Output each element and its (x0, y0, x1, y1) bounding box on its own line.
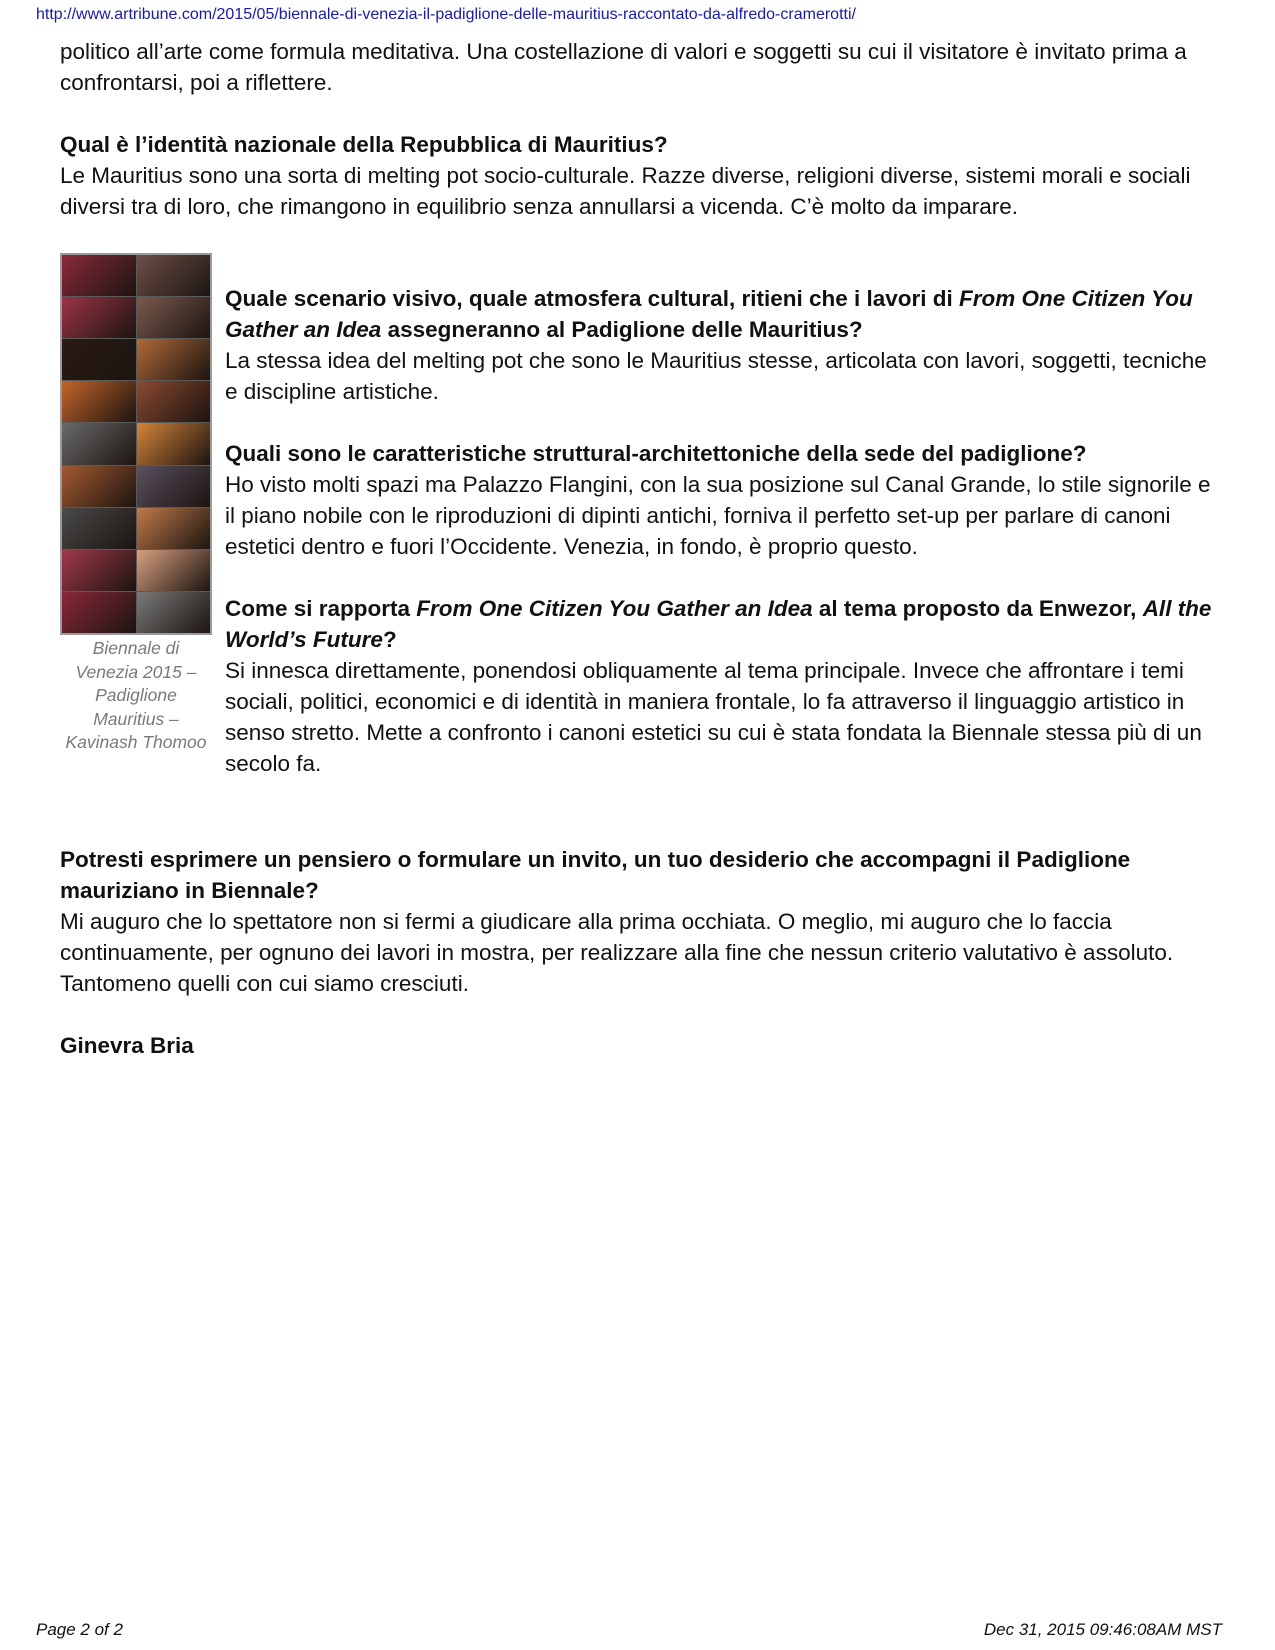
artwork-tile (62, 423, 136, 464)
artwork-tile (137, 423, 211, 464)
artwork-tile (137, 297, 211, 338)
qa-block-architecture (225, 438, 1220, 562)
question-theme-mid: al tema proposto da Enwezor, (812, 596, 1143, 621)
answer-scenario: La stessa idea del melting pot che sono le Mauritius stesse, articolata con lavori, soggetti, tecniche e discipline artistiche. (225, 348, 1207, 404)
answer-wish: Mi auguro che lo spettatore non si fermi a giudicare alla prima occhiata. O meglio, mi auguro che lo faccia continuamente, per ognuno dei lavori in mostra, per realizzare alla fine che nessun criterio valutativo è assoluto. Tantomeno quelli con cui siamo cresciuti. (60, 909, 1174, 996)
intro-paragraph: politico all’arte come formula meditativa. Una costellazione di valori e soggetti su cui il visitatore è invitato prima a confrontarsi, poi a riflettere. (60, 39, 1187, 95)
artwork-tile (137, 508, 211, 549)
artwork-tile (137, 339, 211, 380)
artwork-tile (137, 255, 211, 296)
question-identity: Qual è l’identità nazionale della Repubblica di Mauritius? (60, 132, 668, 157)
artwork-tile (62, 550, 136, 591)
question-scenario-title: From One Citizen You Gather an Idea (225, 286, 1193, 342)
article-body (60, 36, 1220, 1061)
figure-caption: Biennale di Venezia 2015 – Padiglione Mauritius – Kavinash Thomoo (65, 638, 207, 752)
question-theme-pre: Come si rapporta (225, 596, 417, 621)
artwork-tile (62, 339, 136, 380)
answer-identity: Le Mauritius sono una sorta di melting pot socio-culturale. Razze diverse, religioni diverse, sistemi morali e sociali diversi tra di loro, che rimangono in equilibrio senza annullarsi a vicenda. C’è molto da imparare. (60, 163, 1191, 219)
figure-row (60, 253, 1220, 813)
artwork-tile (137, 550, 211, 591)
answer-theme: Si innesca direttamente, ponendosi obliquamente al tema principale. Invece che affrontare i temi sociali, politici, economici e di identità in maniera frontale, lo fa attraverso il linguaggio artistico in senso stretto. Mette a confronto i canoni estetici su cui è stata fondata la Biennale stessa più di un secolo fa. (225, 658, 1202, 776)
artwork-tile (137, 466, 211, 507)
author-signature: Ginevra Bria (60, 1033, 194, 1058)
artwork-tile (62, 255, 136, 296)
print-timestamp: Dec 31, 2015 09:46:08AM MST (983, 1620, 1222, 1639)
question-wish: Potresti esprimere un pensiero o formulare un invito, un tuo desiderio che accompagni il Padiglione mauriziano in Biennale? (60, 847, 1131, 903)
artwork-thumbnail[interactable] (60, 253, 212, 635)
qa-block-identity (60, 129, 1220, 222)
artwork-tile (62, 508, 136, 549)
side-column (225, 253, 1220, 779)
qa-block-scenario (225, 283, 1220, 407)
question-scenario-pre: Quale scenario visivo, quale atmosfera cultural, ritieni che i lavori di (225, 286, 960, 311)
question-theme (225, 593, 1220, 655)
question-scenario (225, 283, 1220, 345)
question-theme-post: ? (382, 627, 397, 652)
question-theme-title2: All the World’s Future (225, 596, 1212, 652)
source-url-link[interactable]: http://www.artribune.com/2015/05/biennale-di-venezia-il-padiglione-delle-mauritius-raccontato-da-alfredo-cramerotti/ (36, 6, 856, 23)
qa-block-theme (225, 593, 1220, 779)
artwork-tile (137, 592, 211, 633)
page-number: Page 2 of 2 (36, 1620, 123, 1639)
question-theme-title: From One Citizen You Gather an Idea (416, 596, 813, 621)
artwork-tile (62, 381, 136, 422)
artwork-tile (62, 466, 136, 507)
artwork-tile (62, 592, 136, 633)
figure (60, 253, 212, 755)
question-architecture: Quali sono le caratteristiche struttural-architettoniche della sede del padiglione? (225, 441, 1087, 466)
question-scenario-post: assegneranno al Padiglione delle Mauritius? (381, 317, 863, 342)
answer-architecture: Ho visto molti spazi ma Palazzo Flangini, con la sua posizione sul Canal Grande, lo stile signorile e il piano nobile con le riproduzioni di dipinti antichi, forniva il perfetto set-up per parlare di canoni estetici dentro e fuori l’Occidente. Venezia, in fondo, è proprio questo. (225, 472, 1211, 559)
artwork-tile (62, 297, 136, 338)
artwork-tile (137, 381, 211, 422)
qa-block-wish (60, 844, 1220, 999)
